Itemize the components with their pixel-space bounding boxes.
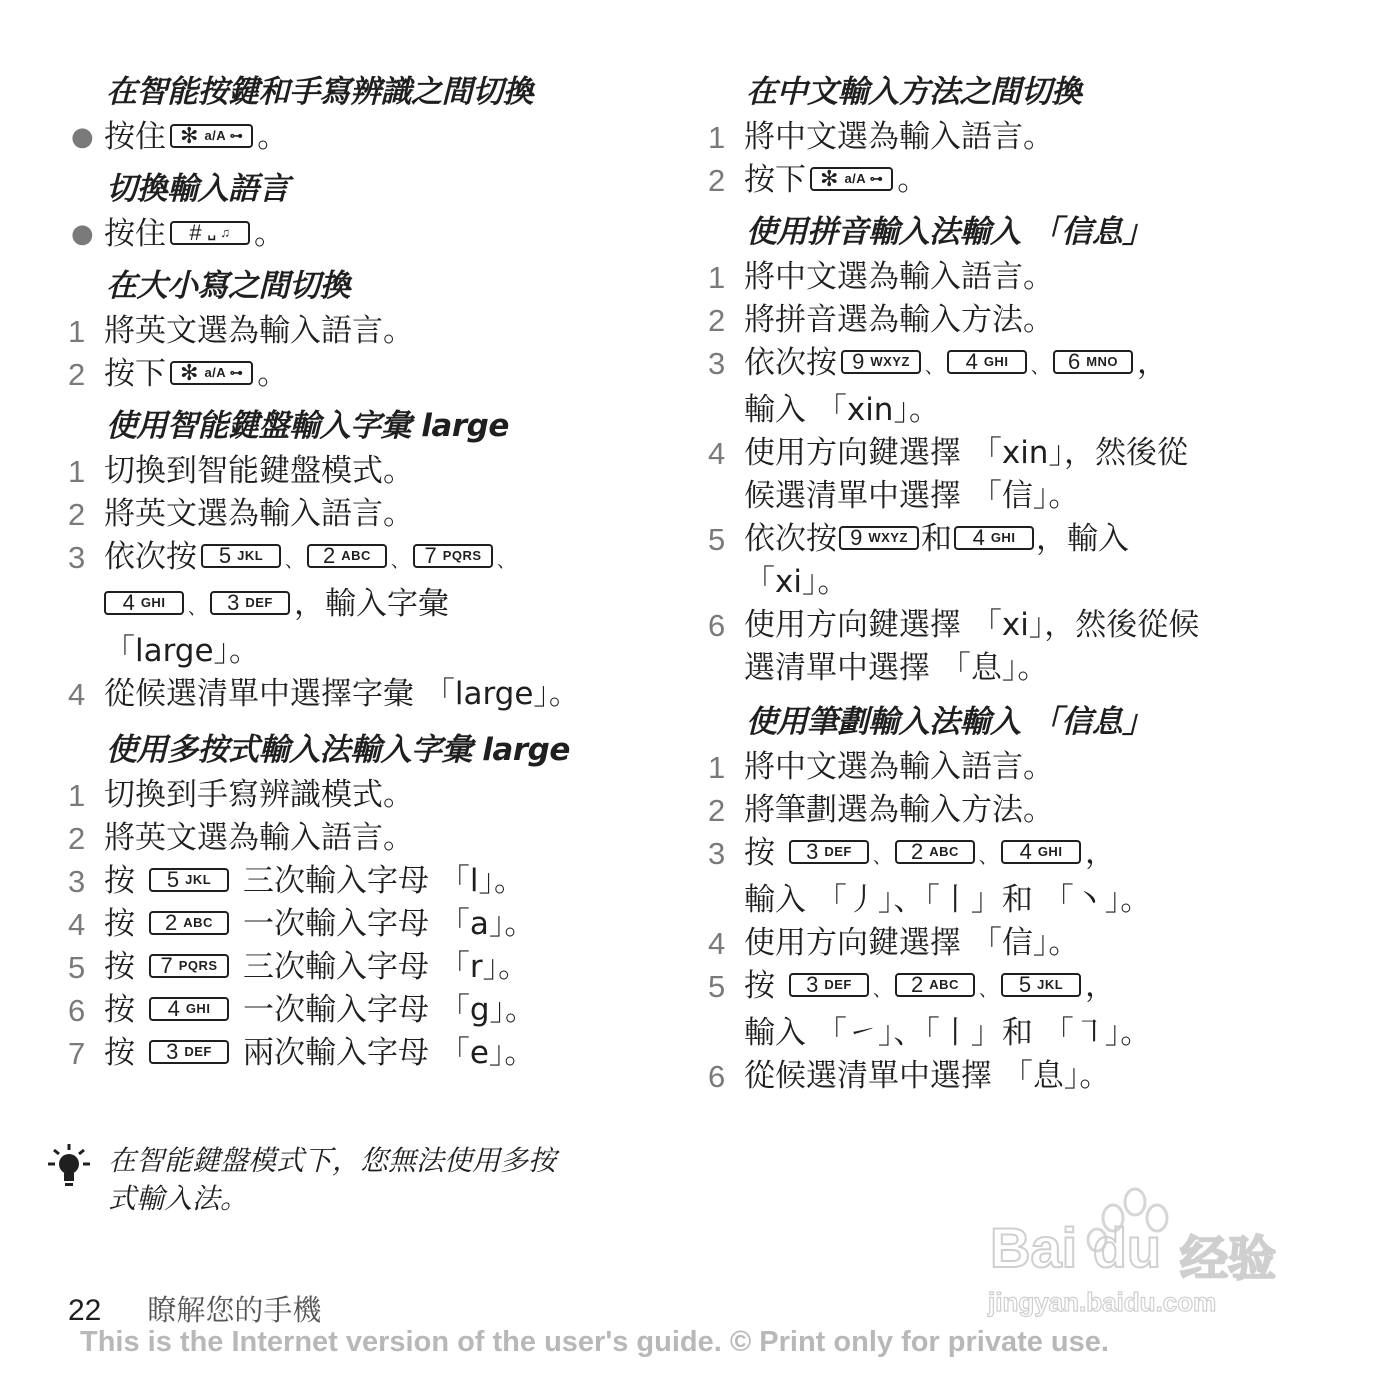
key-5-icon: 5 JKL	[149, 868, 229, 892]
step-item: 2 將拼音選為輸入方法。	[708, 302, 1054, 338]
left-column	[68, 70, 658, 1075]
step-item: 6 使用方向鍵選擇 「xi」，然後從候 選清單中選擇 「息」。	[708, 607, 1200, 686]
bullet-item: ● 按住 # ␣ ♫ 。	[68, 213, 658, 256]
watermark-brand: Bai du	[990, 1216, 1162, 1279]
key-7-icon: 7 PQRS	[149, 954, 229, 978]
key-4-icon: 4 GHI	[104, 591, 184, 615]
step-item: 1 將英文選為輸入語言。	[68, 313, 414, 349]
key-3-icon: 3 DEF	[789, 840, 869, 864]
key-6-icon: 6 MNO	[1053, 350, 1133, 374]
step-item: 3 按 3 DEF 、 2 ABC 、 4 GHI ， 輸入 「丿」、「丨」和 「丶」。	[708, 835, 1152, 918]
page-footer	[68, 1288, 321, 1329]
step-item: 1 將中文選為輸入語言。	[708, 259, 1054, 295]
key-4-icon: 4 GHI	[954, 526, 1034, 550]
step-item: 4 使用方向鍵選擇 「信」。	[708, 925, 1080, 961]
step-item: 1 將中文選為輸入語言。	[708, 749, 1054, 785]
key-9-icon: 9 WXYZ	[839, 526, 919, 550]
section-title: 使用智能鍵盤輸入字彙 large	[106, 408, 509, 444]
section-title: 使用筆劃輸入法輸入 「信息」	[746, 704, 1153, 740]
step-item: 1 切換到智能鍵盤模式。	[68, 453, 414, 489]
key-3-icon: 3 DEF	[210, 591, 290, 615]
key-2-icon: 2 ABC	[149, 911, 229, 935]
step-item: 2 將英文選為輸入語言。	[68, 496, 414, 532]
step-item: 5 按 7 PQRS 三次輸入字母 「r」。	[68, 949, 530, 985]
section-title: 在中文輸入方法之間切換	[746, 74, 1082, 110]
bullet-item: ● 按住 ✻ a/A ⊶ 。	[68, 116, 658, 159]
watermark-url: jingyan.baidu.com	[988, 1287, 1217, 1317]
step-item: 1 切換到手寫辨識模式。	[68, 777, 414, 813]
key-9-icon: 9 WXYZ	[841, 350, 921, 374]
step-item: 7 按 3 DEF 兩次輸入字母 「e」。	[68, 1035, 536, 1071]
bullet-icon: ●	[71, 219, 94, 249]
step-item: 4 從候選清單中選擇字彙 「large」。	[68, 676, 580, 712]
section-name: 瞭解您的手機	[147, 1293, 322, 1327]
key-hash-icon: # ␣ ♫	[170, 221, 250, 245]
step-item: 4 按 2 ABC 一次輸入字母 「a」。	[68, 906, 536, 942]
key-5-icon: 5 JKL	[1001, 973, 1081, 997]
step-item: 2 按下 ✻ a/A ⊶ 。	[708, 162, 929, 198]
key-3-icon: 3 DEF	[149, 1040, 229, 1064]
step-item: 1 將中文選為輸入語言。	[708, 119, 1054, 155]
copyright-notice: This is the Internet version of the user's guide. © Print only for private use.	[80, 1326, 1109, 1358]
section-title: 使用多按式輸入法輸入字彙 large	[106, 732, 570, 768]
step-item: 5 依次按 9 WXYZ 和 4 GHI ，輸入 「xi」。	[708, 521, 1129, 600]
key-2-icon: 2 ABC	[895, 840, 975, 864]
bullet-icon: ●	[71, 122, 94, 152]
key-7-icon: 7 PQRS	[413, 544, 493, 568]
step-item: 2 按下 ✻ a/A ⊶ 。	[68, 356, 289, 392]
page-number: 22	[68, 1294, 102, 1327]
key-star-icon: ✻ a/A ⊶	[170, 361, 253, 385]
step-item: 5 按 3 DEF 、 2 ABC 、 5 JKL ， 輸入 「㇀」、「丨」和 「㇕」。	[708, 968, 1152, 1051]
step-item: 6 從候選清單中選擇 「息」。	[708, 1058, 1111, 1094]
right-column	[708, 70, 1348, 1098]
step-item: 3 依次按 5 JKL 、 2 ABC 、 7 PQRS 、 4 GHI 、 3 DEF ，輸入字彙 「large」。	[68, 539, 515, 669]
step-item: 2 將英文選為輸入語言。	[68, 820, 414, 856]
key-4-icon: 4 GHI	[1001, 840, 1081, 864]
step-item: 2 將筆劃選為輸入方法。	[708, 792, 1054, 828]
key-star-icon: ✻ a/A ⊶	[810, 167, 893, 191]
section-title: 在智能按鍵和手寫辨識之間切換	[106, 74, 533, 110]
step-item: 6 按 4 GHI 一次輸入字母 「g」。	[68, 992, 537, 1028]
key-5-icon: 5 JKL	[201, 544, 281, 568]
watermark-brand-cn: 经验	[1180, 1231, 1277, 1287]
section-title: 在大小寫之間切換	[106, 268, 350, 304]
key-star-icon: ✻ a/A ⊶	[170, 124, 253, 148]
tip-note: 在智能鍵盤模式下，您無法使用多按 式輸入法。	[46, 1142, 556, 1218]
key-3-icon: 3 DEF	[789, 973, 869, 997]
section-title: 使用拼音輸入法輸入 「信息」	[746, 214, 1153, 250]
section-title: 切換輸入語言	[106, 171, 289, 207]
step-item: 4 使用方向鍵選擇 「xin」，然後從 候選清單中選擇 「信」。	[708, 435, 1188, 514]
key-4-icon: 4 GHI	[947, 350, 1027, 374]
key-2-icon: 2 ABC	[307, 544, 387, 568]
key-4-icon: 4 GHI	[149, 997, 229, 1021]
step-item: 3 依次按 9 WXYZ 、 4 GHI 、 6 MNO ， 輸入 「xin」。	[708, 345, 1168, 428]
step-item: 3 按 5 JKL 三次輸入字母 「l」。	[68, 863, 525, 899]
key-2-icon: 2 ABC	[895, 973, 975, 997]
lightbulb-icon	[46, 1142, 92, 1192]
